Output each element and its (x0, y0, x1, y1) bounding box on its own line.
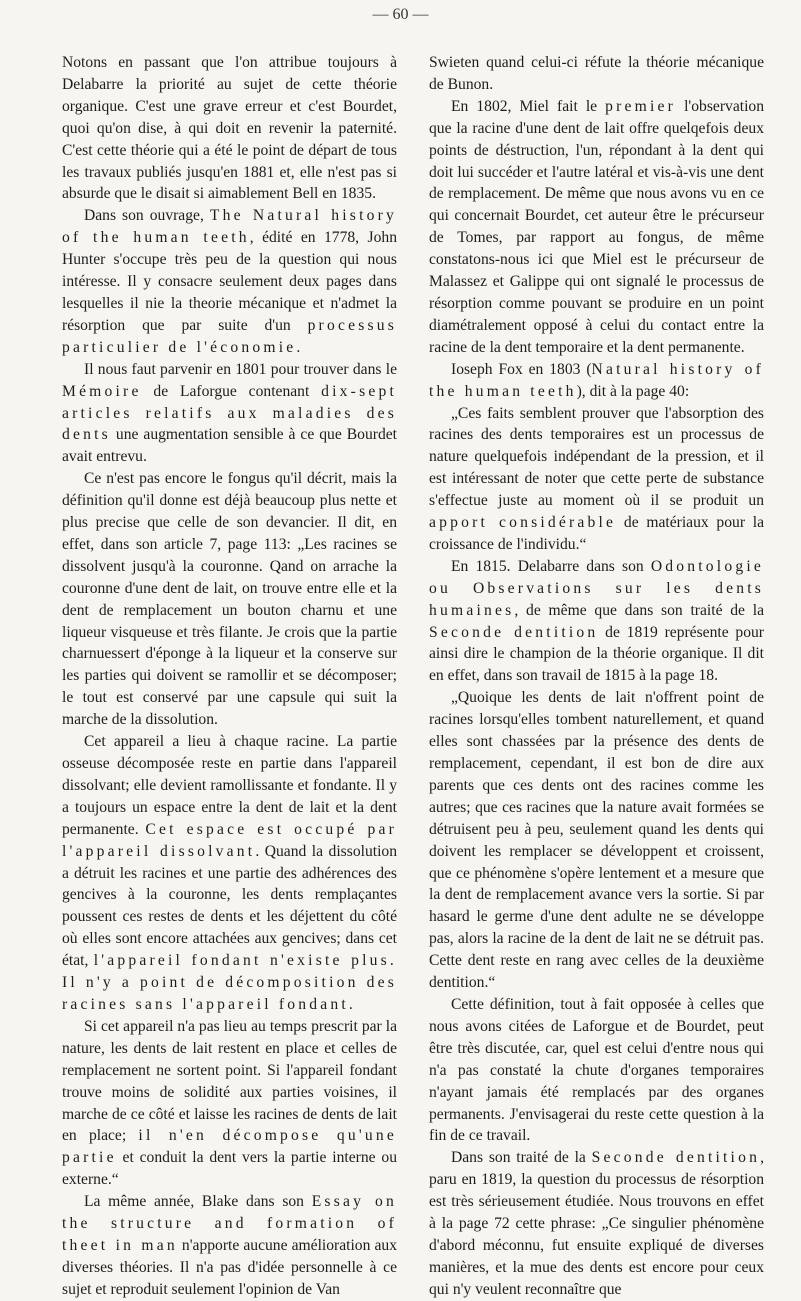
spaced-emphasis-text: Mémoire (62, 382, 142, 400)
text-run: Dans son ouvrage, (84, 207, 210, 225)
page-number: — 60 — (372, 6, 429, 23)
text-run: „Ces faits semblent prouver que l'absorption des racines des dents temporaires est un processus de nature quelquefois indépendant de la pression, et il est intéressant de noter que cette perte de substance s'effectue juste au moment où il se produit un (429, 404, 764, 510)
text-run: et conduit la dent vers la partie interne ou externe.“ (62, 1149, 397, 1189)
text-run: ), dit à la page 40: (576, 382, 690, 400)
paragraph (429, 687, 764, 994)
text-run: n'apporte aucune amélioration aux diverses théories. Il n'a pas d'idée personnelle à ce sujet et reproduit seulement l'opinion de Van (62, 1236, 397, 1298)
text-run: En 1815. Delabarre dans son (451, 557, 651, 575)
text-run: . Quand la dissolution a détruit les racines et une partie des adhérences des gencives à la couronne, les dents remplaçantes poussent ces restes de dents et les déjettent du côté où elles sont encore attachées aux gencives; dans cet état, (62, 842, 398, 970)
paragraph (429, 994, 764, 1147)
paragraph (429, 556, 764, 687)
text-run: de Laforgue contenant (141, 382, 322, 400)
spaced-emphasis-text: il n'en décompose qu'une partie (62, 1127, 397, 1167)
paragraph (62, 468, 397, 731)
spaced-emphasis-text: l'appareil fondant n'existe plus. Il n'y a point de décomposition des racines sans l'appareil fondant (62, 952, 397, 1013)
text-run: de matériaux pour la croissance de l'individu.“ (429, 514, 764, 553)
text-run: , paru en 1819, la question du processus de résorption est très sérieusement étudiée. Nous trouvons en effet à la page 72 cette phrase: „Ce singulier phénomène d'abord méconnu, fut ensuite expliqué de diverses manières, et la mue des dents est encore pour ceux qui n'y veulent reconnaître que (429, 1149, 764, 1298)
text-run: Ce n'est pas encore le fongus qu'il décrit, mais la définition qu'il donne est déjà beaucoup plus nette et plus precise que celle de son devancier. Il dit, en effet, dans son article 7, page 113: „Les racines se dissolvent jusqu'à la couronne. Qand on arrache la couronne d'une dent de lait, on trouve entre elle et la dent de remplacement un bouton charnu et une liqueur visqueuse et très filante. Je crois que la partie charnuessert d'éponge à la liqueur et la conserve sur les parties qui doivent se ramollir et se décomposer; le tout est conservé par une capsule qui suit la marche de la dissolution. (62, 470, 397, 729)
spaced-emphasis-text: Natural history of the human teeth (429, 360, 764, 400)
spaced-emphasis-text: The Natural history of the human teeth (62, 207, 397, 247)
text-run: Cette définition, tout à fait opposée à celles que nous avons citées de Laforgue et de Bourdet, peut être très discutée, car, quel est celui d'entre nous qui n'a pas constaté la chute d'organes temporaires n'ayant jamais été remplacés par des organes permanents. J'envisagerai du reste cette question à la fin de ce travail. (429, 995, 764, 1145)
paragraph (62, 1016, 397, 1191)
spaced-emphasis-text: dix-sept articles relatifs aux maladies des dents (62, 382, 397, 444)
text-run: l'observation que la racine d'une dent de lait offre quelqefois deux points de déstruction, l'un, répondant à la dent qui doit lui succéder et l'autre latéral et vis-à-vis une dent de remplacement. De même que nous avons vu en ce qui concernait Bourdet, cet auteur être le précurseur de Tomes, par rapport au fongus, de même constatons-nous ici que Miel est le précurseur de Malassez et Galippe qui ont signalé le processus de résorption comme pouvant se produire en un point diamétralement opposé à celui du contact entre la racine de la dent temporaire et la dent permanente. (429, 97, 764, 356)
paragraph (429, 359, 764, 403)
text-run: „Quoique les dents de lait n'offrent point de racines lorsqu'elles tombent naturellement, et quand elles sont chassées par la présence des dents de remplacement, cependant, il est bon de dire aux parents que ces dents ont des racines comme les autres; que ces racines que la nature avait formées se détruisent peu à peu, seulement quand les dents qui doivent les remplacer se développent et croissent, que ce phénomène s'opère lentement et a mesure que la dent de remplacement avance vers la sortie. Si par hasard le germe d'une dent adulte ne se développe pas, alors la racine de la dent de lait ne se détruit pas. Cette dent reste en rang avec celles de la deuxième dentition.“ (429, 689, 764, 992)
right-column (429, 52, 764, 1301)
spaced-emphasis-text: apport considérable (429, 514, 617, 532)
text-run: . (348, 995, 353, 1013)
spaced-emphasis-text: Odontologie ou Observations sur les dents humaines (429, 557, 764, 619)
paragraph (429, 52, 764, 96)
spaced-emphasis-text: premier (605, 97, 677, 115)
paragraph (62, 205, 397, 358)
text-run: Notons en passant que l'on attribue toujours à Delabarre la priorité au sujet de cette théorie organique. C'est une grave erreur et c'est Bourdet, quoi qu'on dise, à qui doit en revenir la paternité. C'est cette théorie qui a été le point de départ de tous les travaux publiés jusqu'en 1881 et, elle n'est pas si absurde que le disait si aimablement Bell en 1835. (62, 54, 397, 203)
paragraph (62, 731, 397, 1016)
paragraph (429, 1147, 764, 1300)
spaced-emphasis-text: Cet espace est occupé par l'appareil dissolvant (62, 820, 398, 860)
paragraph (62, 1191, 397, 1301)
text-run: . (296, 338, 301, 356)
text-run: , édité en 1778, John Hunter s'occupe très peu de la question qui nous intéresse. Il y consacre seulement deux pages dans lesquelles il nie la theorie mécanique et n'admet la résorption que par suite d'un (62, 229, 397, 334)
paragraph (62, 359, 397, 469)
text-run: La même année, Blake dans son (84, 1193, 312, 1211)
paragraph (429, 403, 764, 556)
spaced-emphasis-text: processus particulier de l'économie (62, 316, 397, 356)
spaced-emphasis-text: Seconde dentition (591, 1149, 761, 1167)
text-run: Dans son traité de la (451, 1149, 592, 1167)
paragraph (62, 52, 397, 205)
text-run: Si cet appareil n'a pas lieu au temps prescrit par la nature, les dents de lait restent en place et celles de remplacement ne sortent point. Si l'appareil fondant trouve moins de solidité aux parties voisines, il marche de ce côté et laisse les racines de dents de lait en place; (62, 1017, 397, 1145)
left-column (62, 52, 397, 1301)
text-run: Cet appareil a lieu à chaque racine. La partie osseuse décomposée reste en partie dans l'appareil dissolvant; elle devient ramollissante et fondante. Il y a toujours un espace entre la dent de lait et la dent permanente. (62, 733, 397, 838)
paragraph (429, 96, 764, 359)
spaced-emphasis-text: Seconde dentition (429, 623, 599, 641)
text-run: En 1802, Miel fait le (451, 97, 606, 115)
spaced-emphasis-text: Essay on the structure and formation of theet in man (62, 1193, 397, 1254)
text-run: , de même que dans son traité de la (514, 601, 764, 619)
text-run: Swieten quand celui-ci réfute la théorie mécanique de Bunon. (429, 54, 764, 93)
text-run: une augmentation sensible à ce que Bourdet avait entrevu. (62, 426, 397, 466)
text-run: Il nous faut parvenir en 1801 pour trouver dans le (84, 360, 397, 378)
text-run: Ioseph Fox en 1803 ( (451, 360, 592, 378)
text-run: de 1819 représente pour ainsi dire le champion de la théorie organique. Il dit en effet, dans son travail de 1815 à la page 18. (429, 623, 764, 685)
